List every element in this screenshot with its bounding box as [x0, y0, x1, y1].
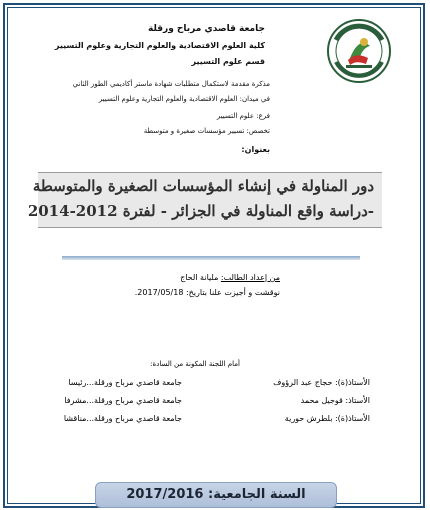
specialty-line: تخصص: تسيير مؤسسات صغيرة و متوسطة	[143, 127, 270, 135]
student-label: من إعداد الطالب:	[220, 273, 280, 282]
department-name: قسم علوم التسيير	[191, 57, 265, 66]
member-name: الأستاذ(ة): حجاج عبد الرؤوف	[273, 378, 370, 387]
member-name: الأستاذ: قوجيل محمد	[300, 396, 370, 405]
member-role: جامعة قاصدي مرباح ورقلة...رئيسا	[68, 378, 182, 387]
academic-year-box	[95, 482, 337, 508]
faculty-name: كلية العلوم الاقتصادية والعلوم التجارية وعلوم التسيير	[54, 41, 265, 50]
thesis-title-box	[27, 172, 382, 228]
university-logo	[326, 18, 392, 84]
member-name: الأستاذ(ة): بلطرش حورية	[284, 414, 370, 423]
committee-heading: أمام اللجنة المكونة من السادة:	[150, 360, 240, 368]
university-name: جامعة قاصدي مرباح ورقلة	[147, 24, 265, 34]
title-divider	[62, 256, 360, 260]
committee-row	[0, 396, 430, 410]
member-role: جامعة قاصدي مرباح ورقلة...مشرفا	[64, 396, 182, 405]
academic-year: السنة الجامعية: 2017/2016	[126, 487, 306, 502]
committee-row	[0, 414, 430, 428]
student-line	[180, 273, 280, 282]
thesis-title-line2: -دراسة واقع المناولة في الجزائر - لفترة 2012-2014	[27, 202, 374, 220]
branch-line: فرع: علوم التسيير	[216, 112, 270, 120]
titled-label: بعنوان:	[241, 145, 270, 154]
memo-intro: مذكرة مقدمة لاستكمال متطلبات شهادة ماستر أكاديمي الطور الثاني	[72, 80, 270, 88]
member-role: جامعة قاصدي مرباح ورقلة...مناقشا	[63, 414, 182, 423]
discussion-date: نوقشت و أجيزت علنا بتاريخ: 2017/05/18.	[134, 288, 280, 297]
student-name: مليانة الحاج	[180, 273, 219, 282]
field-line: في ميدان: العلوم الاقتصادية والعلوم التجارية وعلوم التسيير	[98, 95, 270, 103]
thesis-title-line1: دور المناولة في إنشاء المؤسسات الصغيرة والمتوسطة	[32, 177, 374, 195]
committee-row	[0, 378, 430, 392]
